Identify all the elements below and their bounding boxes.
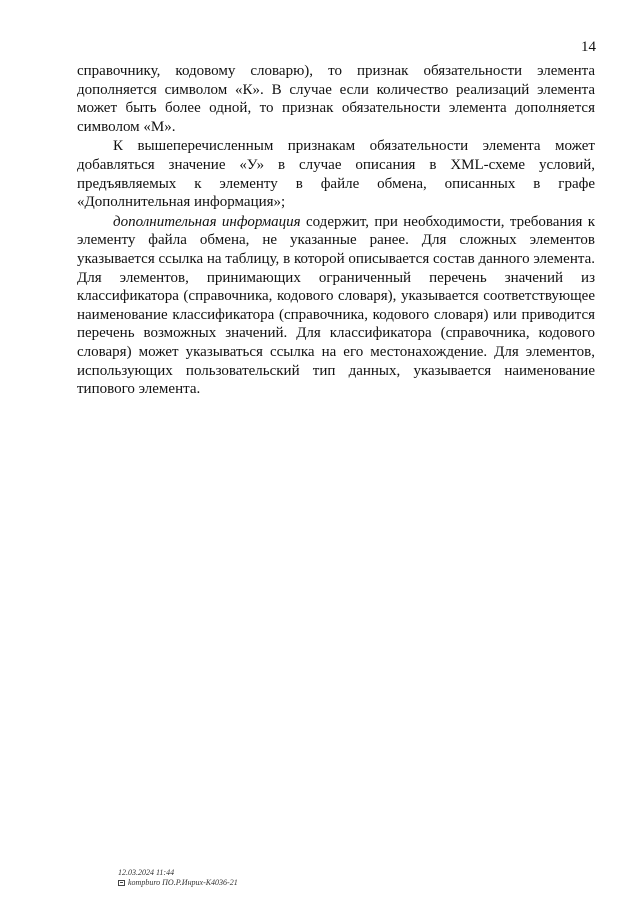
footer-path-line <box>118 878 238 888</box>
document-body <box>77 62 595 399</box>
paragraph-3-text: содержит, при необходимости, требования к элементу файла обмена, не указанные ранее. Для сложных элементов указывается ссылка на таблицу, в которой описывается состав данного элемента. Для элементов, принимающих ограниченный перечень значений из классификатора (справочника, кодового словаря), указывается соответствующее наименование классификатора (справочника, кодового словаря) или приводится перечень возможных значений. Для классификатора (справочника, кодового словаря) может указываться ссылка на его местонахождение. Для элементов, использующих пользовательский тип данных, указывается наименование типового элемента. <box>77 213 595 398</box>
page-number: 14 <box>581 39 596 55</box>
footer-path: kompburo ПО.Р.Инрих-К4036-21 <box>128 878 238 887</box>
paragraph-1: справочнику, кодовому словарю), то признак обязательности элемента дополняется символом «К». В случае если количество реализаций элемента может быть более одной, то признак обязательности элемента дополняется символом «М». <box>77 63 595 135</box>
document-icon <box>118 880 125 886</box>
term-additional-info: дополнительная информация <box>113 213 301 230</box>
footer-stamp <box>118 868 238 888</box>
footer-timestamp-line <box>118 868 238 878</box>
paragraph-2: К вышеперечисленным признакам обязательности элемента может добавляться значение «У» в случае описания в XML-схеме условий, предъявляемых к элементу в файле обмена, описанных в графе «Дополнительная информация»; <box>77 138 595 211</box>
paragraph-3 <box>77 213 595 399</box>
footer-timestamp: 12.03.2024 11:44 <box>118 868 175 877</box>
